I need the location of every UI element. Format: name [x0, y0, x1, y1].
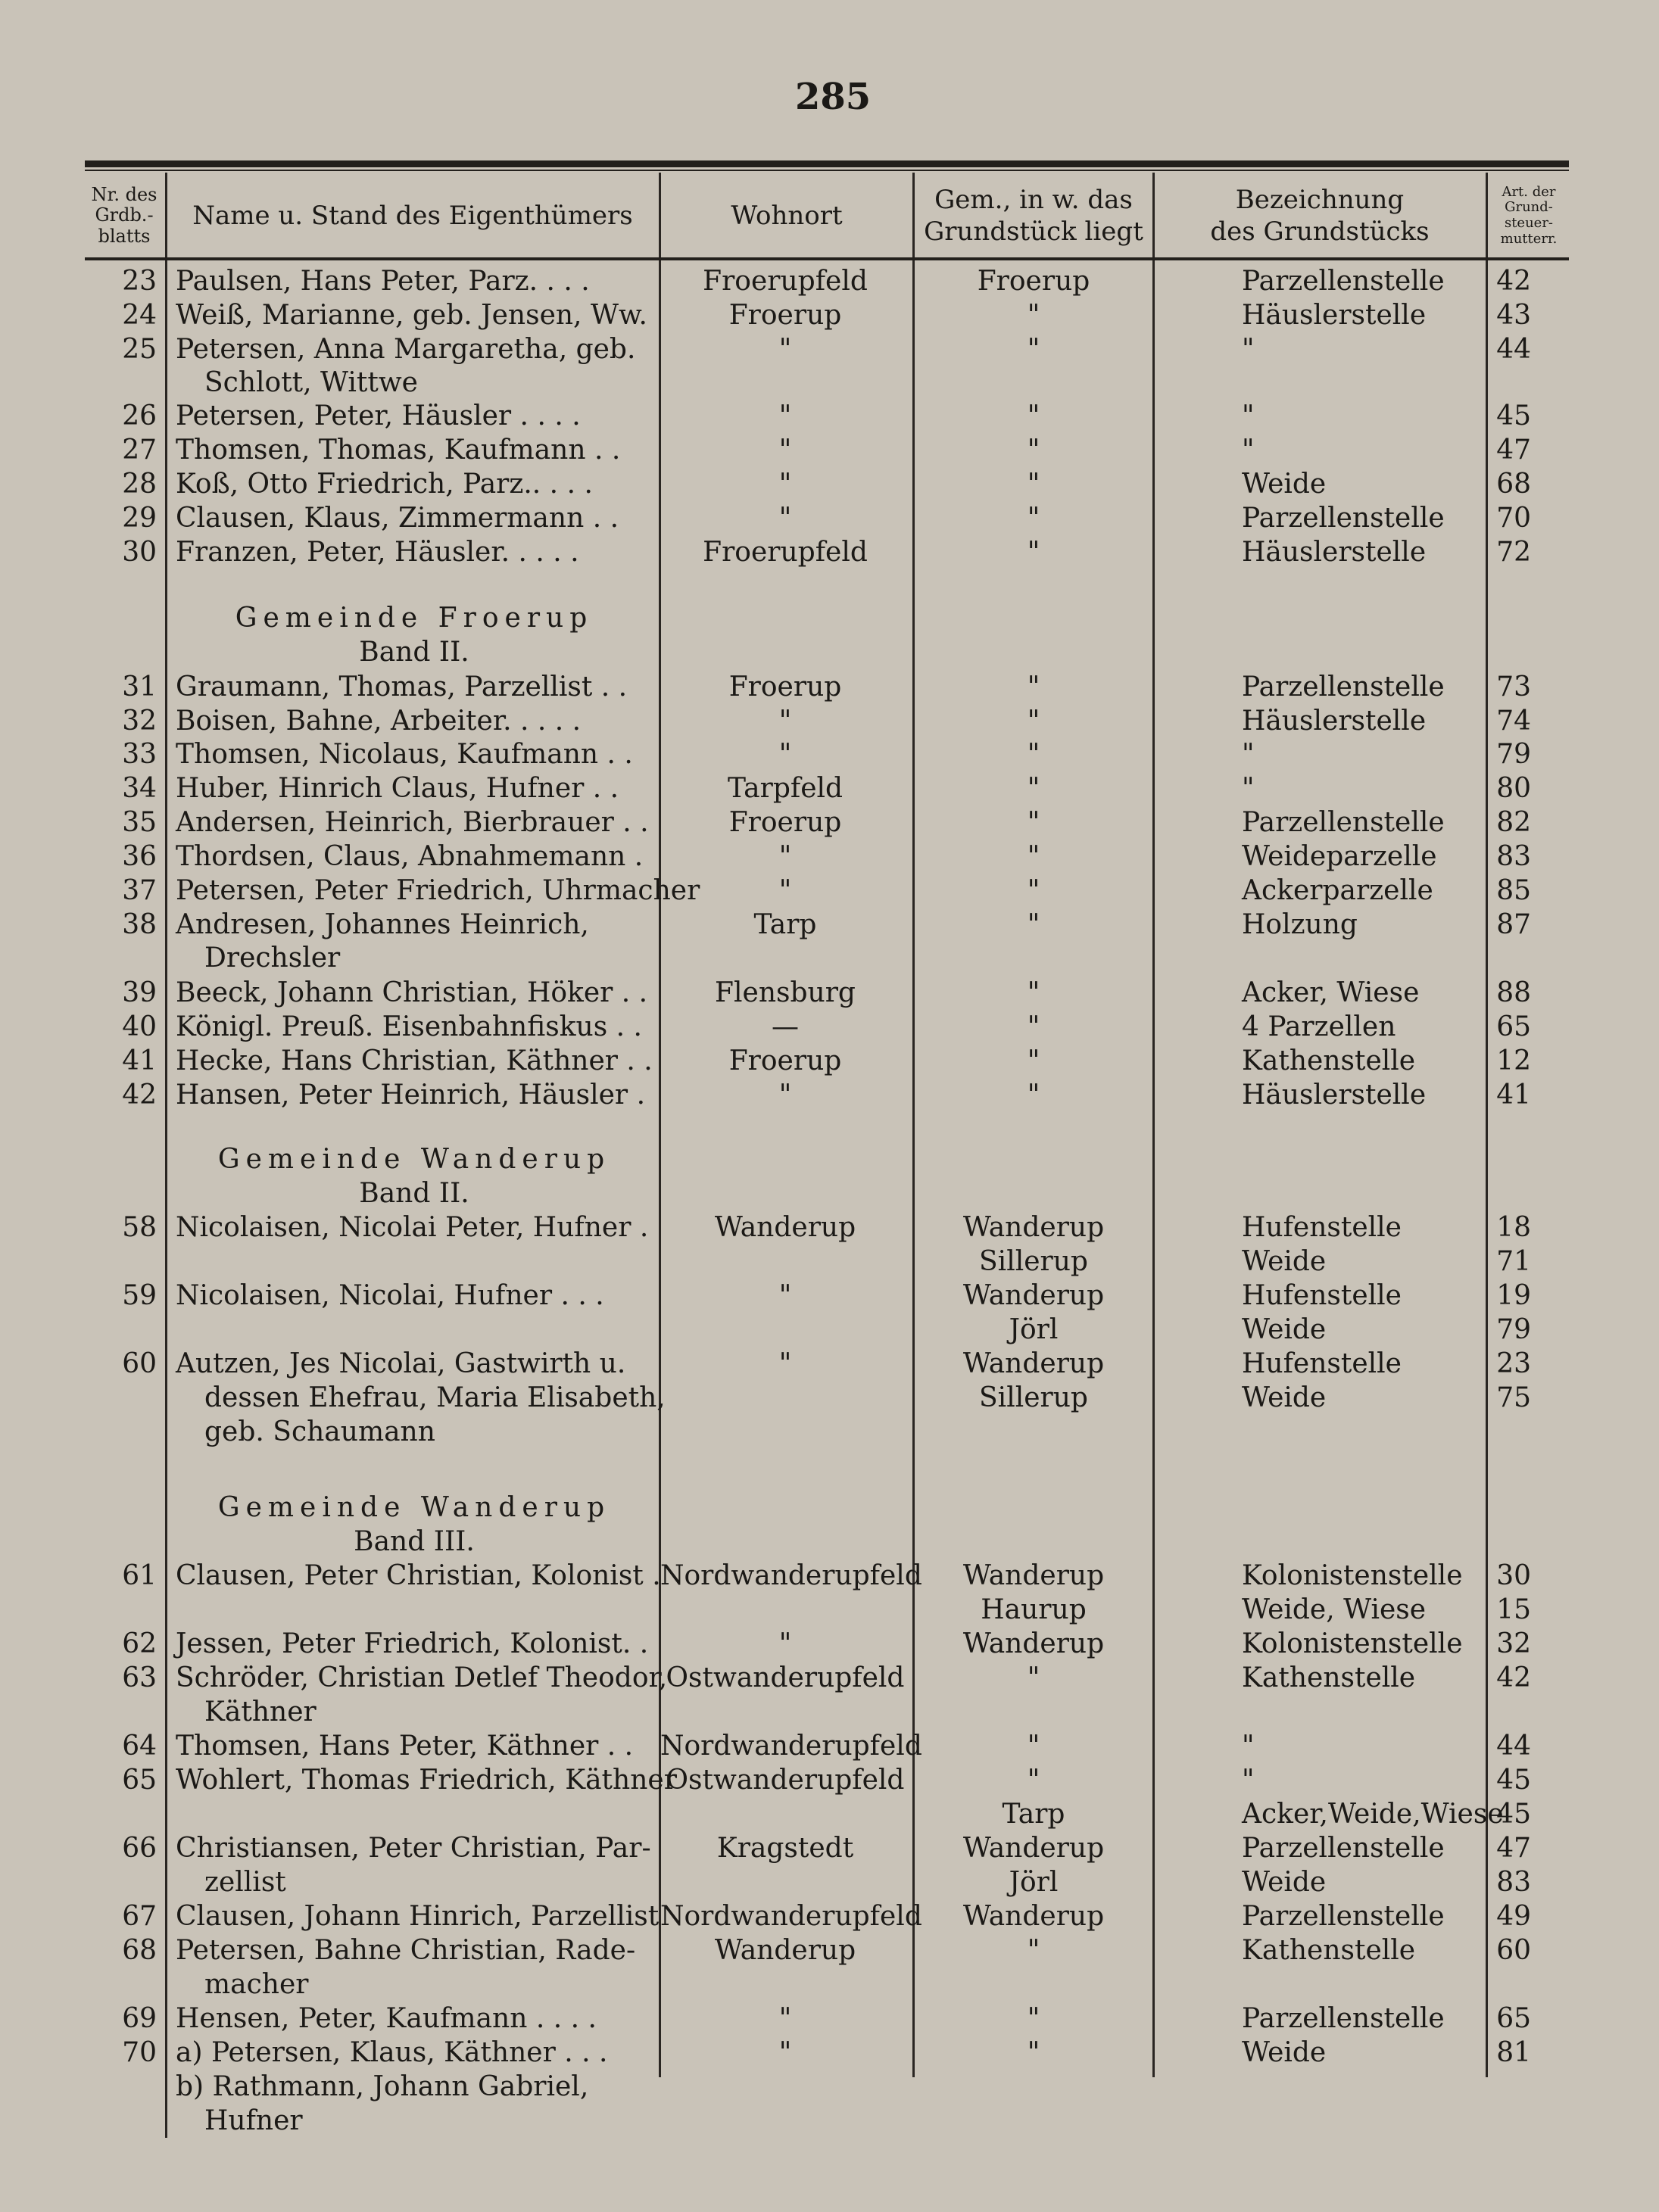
- owner-name: Clausen, Peter Christian, Kolonist .: [176, 1560, 661, 1591]
- municipality: ": [1027, 1011, 1040, 1042]
- row-number: 60: [122, 1348, 157, 1379]
- header-nr: Nr. des Grdb.- blatts: [91, 183, 157, 247]
- property-designation: Weide: [1242, 1382, 1327, 1413]
- municipality: ": [1027, 400, 1040, 431]
- row-number: 64: [122, 1731, 157, 1762]
- property-designation: Parzellenstelle: [1242, 807, 1445, 838]
- municipality: ": [1027, 841, 1040, 872]
- municipality: Wanderup: [962, 1560, 1105, 1591]
- property-designation: Parzellenstelle: [1242, 1901, 1445, 1932]
- row-number: 35: [122, 807, 157, 838]
- owner-name: a) Petersen, Klaus, Käthner . . .: [176, 2037, 608, 2068]
- row-number: 27: [122, 435, 157, 466]
- residence: Tarpfeld: [727, 773, 844, 804]
- owner-name: Nicolaisen, Nicolai Peter, Hufner .: [176, 1212, 649, 1243]
- owner-name: Thomsen, Nicolaus, Kaufmann . .: [176, 739, 633, 770]
- tax-article-number: 15: [1496, 1594, 1531, 1625]
- tax-article-number: 71: [1496, 1246, 1531, 1277]
- row-number: 41: [122, 1045, 157, 1076]
- header-gemeinde: Gem., in w. das Grundstück liegt: [924, 184, 1143, 247]
- row-number: 33: [122, 739, 157, 770]
- property-designation: Hufenstelle: [1242, 1348, 1402, 1379]
- row-number: 38: [122, 909, 157, 940]
- residence: ": [778, 2003, 792, 2034]
- residence: ": [778, 334, 792, 365]
- property-designation: Kolonistenstelle: [1242, 1628, 1463, 1659]
- owner-name: Clausen, Klaus, Zimmermann . .: [176, 503, 619, 534]
- municipality: ": [1027, 977, 1040, 1008]
- row-number: 62: [122, 1628, 157, 1659]
- municipality: Sillerup: [979, 1382, 1088, 1413]
- section-title: Gemeinde Froerup: [235, 603, 594, 634]
- property-designation: Parzellenstelle: [1242, 266, 1445, 297]
- row-number: 69: [122, 2003, 157, 2034]
- property-designation: Kathenstelle: [1242, 1935, 1416, 1966]
- property-designation: ": [1242, 1765, 1255, 1796]
- residence: ": [778, 1280, 792, 1311]
- residence: Wanderup: [714, 1212, 856, 1243]
- owner-name: Huber, Hinrich Claus, Hufner . .: [176, 773, 619, 804]
- owner-name: Christiansen, Peter Christian, Par-: [176, 1833, 651, 1864]
- residence: Ostwanderupfeld: [666, 1765, 905, 1796]
- tax-article-number: 81: [1496, 2037, 1531, 2068]
- municipality: Wanderup: [962, 1212, 1105, 1243]
- property-designation: Weideparzelle: [1242, 841, 1437, 872]
- owner-name: geb. Schaumann: [204, 1416, 435, 1447]
- owner-name: Boisen, Bahne, Arbeiter. . . . .: [176, 706, 582, 737]
- tax-article-number: 83: [1496, 841, 1531, 872]
- row-number: 68: [122, 1935, 157, 1966]
- row-number: 29: [122, 503, 157, 534]
- owner-name: Graumann, Thomas, Parzellist . .: [176, 671, 628, 703]
- property-designation: Häuslerstelle: [1242, 1080, 1427, 1111]
- row-number: 63: [122, 1662, 157, 1693]
- tax-article-number: 44: [1496, 334, 1531, 365]
- owner-name: Andresen, Johannes Heinrich,: [176, 909, 589, 940]
- residence: Ostwanderupfeld: [666, 1662, 905, 1693]
- row-number: 30: [122, 537, 157, 568]
- row-number: 42: [122, 1080, 157, 1111]
- owner-name: Franzen, Peter, Häusler. . . . .: [176, 537, 579, 568]
- row-number: 37: [122, 875, 157, 906]
- owner-name: Petersen, Peter Friedrich, Uhrmacher: [176, 875, 700, 906]
- header-wohnort: Wohnort: [731, 200, 843, 231]
- residence: ": [778, 841, 792, 872]
- section-title: Gemeinde Wanderup: [217, 1144, 611, 1175]
- property-designation: ": [1242, 773, 1255, 804]
- section-band: Band III.: [354, 1526, 475, 1557]
- owner-name: Hufner: [204, 2105, 303, 2136]
- tax-article-number: 19: [1496, 1280, 1531, 1311]
- municipality: ": [1027, 334, 1040, 365]
- municipality: ": [1027, 739, 1040, 770]
- municipality: ": [1027, 1080, 1040, 1111]
- property-designation: ": [1242, 739, 1255, 770]
- municipality: ": [1027, 1045, 1040, 1076]
- municipality: ": [1027, 435, 1040, 466]
- tax-article-number: 41: [1496, 1080, 1531, 1111]
- owner-name: Paulsen, Hans Peter, Parz. . . .: [176, 266, 590, 297]
- municipality: ": [1027, 909, 1040, 940]
- owner-name: Jessen, Peter Friedrich, Kolonist. .: [176, 1628, 649, 1659]
- residence: ": [778, 706, 792, 737]
- tax-article-number: 45: [1496, 1799, 1531, 1830]
- residence: Froerup: [728, 671, 842, 703]
- property-designation: Weide: [1242, 1867, 1327, 1898]
- section-band: Band II.: [359, 1178, 469, 1209]
- residence: ": [778, 2037, 792, 2068]
- tax-article-number: 18: [1496, 1212, 1531, 1243]
- row-number: 25: [122, 334, 157, 365]
- tax-article-number: 79: [1496, 1314, 1531, 1345]
- property-designation: Kolonistenstelle: [1242, 1560, 1463, 1591]
- tax-article-number: 30: [1496, 1560, 1531, 1591]
- row-number: 58: [122, 1212, 157, 1243]
- property-designation: ": [1242, 400, 1255, 431]
- property-designation: Parzellenstelle: [1242, 503, 1445, 534]
- header-name: Name u. Stand des Eigenthümers: [192, 200, 633, 231]
- property-designation: Ackerparzelle: [1242, 875, 1433, 906]
- header-bezeichnung: Bezeichnung des Grundstücks: [1210, 184, 1430, 247]
- municipality: Jörl: [1009, 1867, 1059, 1898]
- municipality: ": [1027, 1935, 1040, 1966]
- owner-name: Wohlert, Thomas Friedrich, Käthner: [176, 1765, 677, 1796]
- owner-name: Thomsen, Hans Peter, Käthner . .: [176, 1731, 634, 1762]
- tax-article-number: 79: [1496, 739, 1531, 770]
- property-designation: Hufenstelle: [1242, 1212, 1402, 1243]
- row-number: 40: [122, 1011, 157, 1042]
- row-number: 26: [122, 400, 157, 431]
- residence: ": [778, 469, 792, 500]
- residence: ": [778, 503, 792, 534]
- owner-name: macher: [204, 1969, 309, 2000]
- residence: Tarp: [753, 909, 817, 940]
- tax-article-number: 70: [1496, 503, 1531, 534]
- property-designation: Häuslerstelle: [1242, 300, 1427, 331]
- row-number: 70: [122, 2037, 157, 2068]
- tax-article-number: 44: [1496, 1731, 1531, 1762]
- owner-name: Thordsen, Claus, Abnahmemann .: [176, 841, 644, 872]
- tax-article-number: 32: [1496, 1628, 1531, 1659]
- municipality: ": [1027, 2037, 1040, 2068]
- row-number: 23: [122, 266, 157, 297]
- row-number: 39: [122, 977, 157, 1008]
- row-number: 24: [122, 300, 157, 331]
- municipality: ": [1027, 2003, 1040, 2034]
- property-designation: Kathenstelle: [1242, 1045, 1416, 1076]
- residence: Nordwanderupfeld: [660, 1560, 922, 1591]
- tax-article-number: 65: [1496, 1011, 1531, 1042]
- municipality: ": [1027, 706, 1040, 737]
- municipality: ": [1027, 503, 1040, 534]
- municipality: Tarp: [1002, 1799, 1065, 1830]
- municipality: Wanderup: [962, 1628, 1105, 1659]
- tax-article-number: 12: [1496, 1045, 1531, 1076]
- owner-name: Clausen, Johann Hinrich, Parzellist: [176, 1901, 660, 1932]
- owner-name: Andersen, Heinrich, Bierbrauer . .: [176, 807, 649, 838]
- owner-name: zellist: [204, 1867, 286, 1898]
- municipality: Wanderup: [962, 1833, 1105, 1864]
- residence: ": [778, 1080, 792, 1111]
- owner-name: Nicolaisen, Nicolai, Hufner . . .: [176, 1280, 604, 1311]
- residence: ": [778, 435, 792, 466]
- municipality: Jörl: [1009, 1314, 1059, 1345]
- header-artikel: Art. der Grund- steuer- mutterr.: [1500, 183, 1558, 247]
- residence: ": [778, 400, 792, 431]
- row-number: 61: [122, 1560, 157, 1591]
- tax-article-number: 82: [1496, 807, 1531, 838]
- owner-name: Schlott, Wittwe: [204, 367, 418, 398]
- residence: Nordwanderupfeld: [660, 1731, 922, 1762]
- property-designation: Weide: [1242, 2037, 1327, 2068]
- tax-article-number: 45: [1496, 400, 1531, 431]
- tax-article-number: 83: [1496, 1867, 1531, 1898]
- residence: Flensburg: [715, 977, 856, 1008]
- owner-name: Koß, Otto Friedrich, Parz.. . . .: [176, 469, 593, 500]
- property-designation: ": [1242, 435, 1255, 466]
- property-designation: Weide: [1242, 469, 1327, 500]
- residence: ": [778, 1628, 792, 1659]
- residence: Nordwanderupfeld: [660, 1901, 922, 1932]
- owner-name: Petersen, Anna Margaretha, geb.: [176, 334, 636, 365]
- tax-article-number: 73: [1496, 671, 1531, 703]
- property-designation: Parzellenstelle: [1242, 2003, 1445, 2034]
- tax-article-number: 80: [1496, 773, 1531, 804]
- owner-name: Hensen, Peter, Kaufmann . . . .: [176, 2003, 597, 2034]
- owner-name: Schröder, Christian Detlef Theodor,: [176, 1662, 668, 1693]
- property-designation: Weide: [1242, 1246, 1327, 1277]
- tax-article-number: 49: [1496, 1901, 1531, 1932]
- row-number: 34: [122, 773, 157, 804]
- section-title: Gemeinde Wanderup: [217, 1492, 611, 1523]
- property-designation: ": [1242, 334, 1255, 365]
- owner-name: Petersen, Peter, Häusler . . . .: [176, 400, 581, 431]
- municipality: Froerup: [977, 266, 1090, 297]
- tax-article-number: 87: [1496, 909, 1531, 940]
- owner-name: Hansen, Peter Heinrich, Häusler .: [176, 1080, 646, 1111]
- municipality: ": [1027, 1731, 1040, 1762]
- row-number: 59: [122, 1280, 157, 1311]
- municipality: ": [1027, 537, 1040, 568]
- tax-article-number: 45: [1496, 1765, 1531, 1796]
- municipality: ": [1027, 807, 1040, 838]
- tax-article-number: 88: [1496, 977, 1531, 1008]
- residence: Kragstedt: [716, 1833, 854, 1864]
- property-designation: Hufenstelle: [1242, 1280, 1402, 1311]
- owner-name: Autzen, Jes Nicolai, Gastwirth u.: [176, 1348, 626, 1379]
- residence: ": [778, 1348, 792, 1379]
- residence: ": [778, 875, 792, 906]
- row-number: 36: [122, 841, 157, 872]
- municipality: ": [1027, 1765, 1040, 1796]
- property-designation: Häuslerstelle: [1242, 537, 1427, 568]
- tax-article-number: 68: [1496, 469, 1531, 500]
- property-designation: Häuslerstelle: [1242, 706, 1427, 737]
- tax-article-number: 42: [1496, 1662, 1531, 1693]
- property-designation: Acker, Wiese: [1242, 977, 1420, 1008]
- owner-name: Petersen, Bahne Christian, Rade-: [176, 1935, 636, 1966]
- municipality: ": [1027, 469, 1040, 500]
- municipality: ": [1027, 671, 1040, 703]
- municipality: Sillerup: [979, 1246, 1088, 1277]
- residence: —: [772, 1011, 799, 1042]
- row-number: 67: [122, 1901, 157, 1932]
- property-designation: Parzellenstelle: [1242, 1833, 1445, 1864]
- residence: ": [778, 739, 792, 770]
- property-designation: 4 Parzellen: [1242, 1011, 1396, 1042]
- row-number: 28: [122, 469, 157, 500]
- municipality: Wanderup: [962, 1348, 1105, 1379]
- tax-article-number: 60: [1496, 1935, 1531, 1966]
- row-number: 31: [122, 671, 157, 703]
- municipality: Wanderup: [962, 1901, 1105, 1932]
- municipality: Wanderup: [962, 1280, 1105, 1311]
- tax-article-number: 42: [1496, 266, 1531, 297]
- residence: Wanderup: [714, 1935, 856, 1966]
- property-designation: Weide: [1242, 1314, 1327, 1345]
- residence: Froerup: [728, 1045, 842, 1076]
- residence: Froerupfeld: [703, 266, 868, 297]
- municipality: ": [1027, 875, 1040, 906]
- municipality: ": [1027, 1662, 1040, 1693]
- tax-article-number: 75: [1496, 1382, 1531, 1413]
- tax-article-number: 47: [1496, 435, 1531, 466]
- tax-article-number: 74: [1496, 706, 1531, 737]
- tax-article-number: 85: [1496, 875, 1531, 906]
- municipality: ": [1027, 300, 1040, 331]
- owner-name: Beeck, Johann Christian, Höker . .: [176, 977, 648, 1008]
- property-designation: Parzellenstelle: [1242, 671, 1445, 703]
- page-number: 285: [795, 76, 872, 118]
- tax-article-number: 23: [1496, 1348, 1531, 1379]
- residence: Froerup: [728, 300, 842, 331]
- residence: Froerupfeld: [703, 537, 868, 568]
- property-designation: Acker,Weide,Wiese: [1242, 1799, 1504, 1830]
- residence: Froerup: [728, 807, 842, 838]
- property-designation: Weide, Wiese: [1242, 1594, 1427, 1625]
- tax-article-number: 47: [1496, 1833, 1531, 1864]
- owner-name: Königl. Preuß. Eisenbahnfiskus . .: [176, 1011, 642, 1042]
- property-designation: ": [1242, 1731, 1255, 1762]
- owner-name: Thomsen, Thomas, Kaufmann . .: [176, 435, 621, 466]
- property-designation: Kathenstelle: [1242, 1662, 1416, 1693]
- tax-article-number: 65: [1496, 2003, 1531, 2034]
- owner-name: dessen Ehefrau, Maria Elisabeth,: [204, 1382, 666, 1413]
- row-number: 66: [122, 1833, 157, 1864]
- property-designation: Holzung: [1242, 909, 1358, 940]
- row-number: 65: [122, 1765, 157, 1796]
- owner-name: Weiß, Marianne, geb. Jensen, Ww.: [176, 300, 647, 331]
- row-number: 32: [122, 706, 157, 737]
- owner-name: b) Rathmann, Johann Gabriel,: [176, 2071, 589, 2102]
- municipality: ": [1027, 773, 1040, 804]
- owner-name: Drechsler: [204, 942, 341, 974]
- tax-article-number: 43: [1496, 300, 1531, 331]
- owner-name: Hecke, Hans Christian, Käthner . .: [176, 1045, 653, 1076]
- municipality: Haurup: [981, 1594, 1087, 1625]
- section-band: Band II.: [359, 637, 469, 668]
- owner-name: Käthner: [204, 1696, 317, 1728]
- tax-article-number: 72: [1496, 537, 1531, 568]
